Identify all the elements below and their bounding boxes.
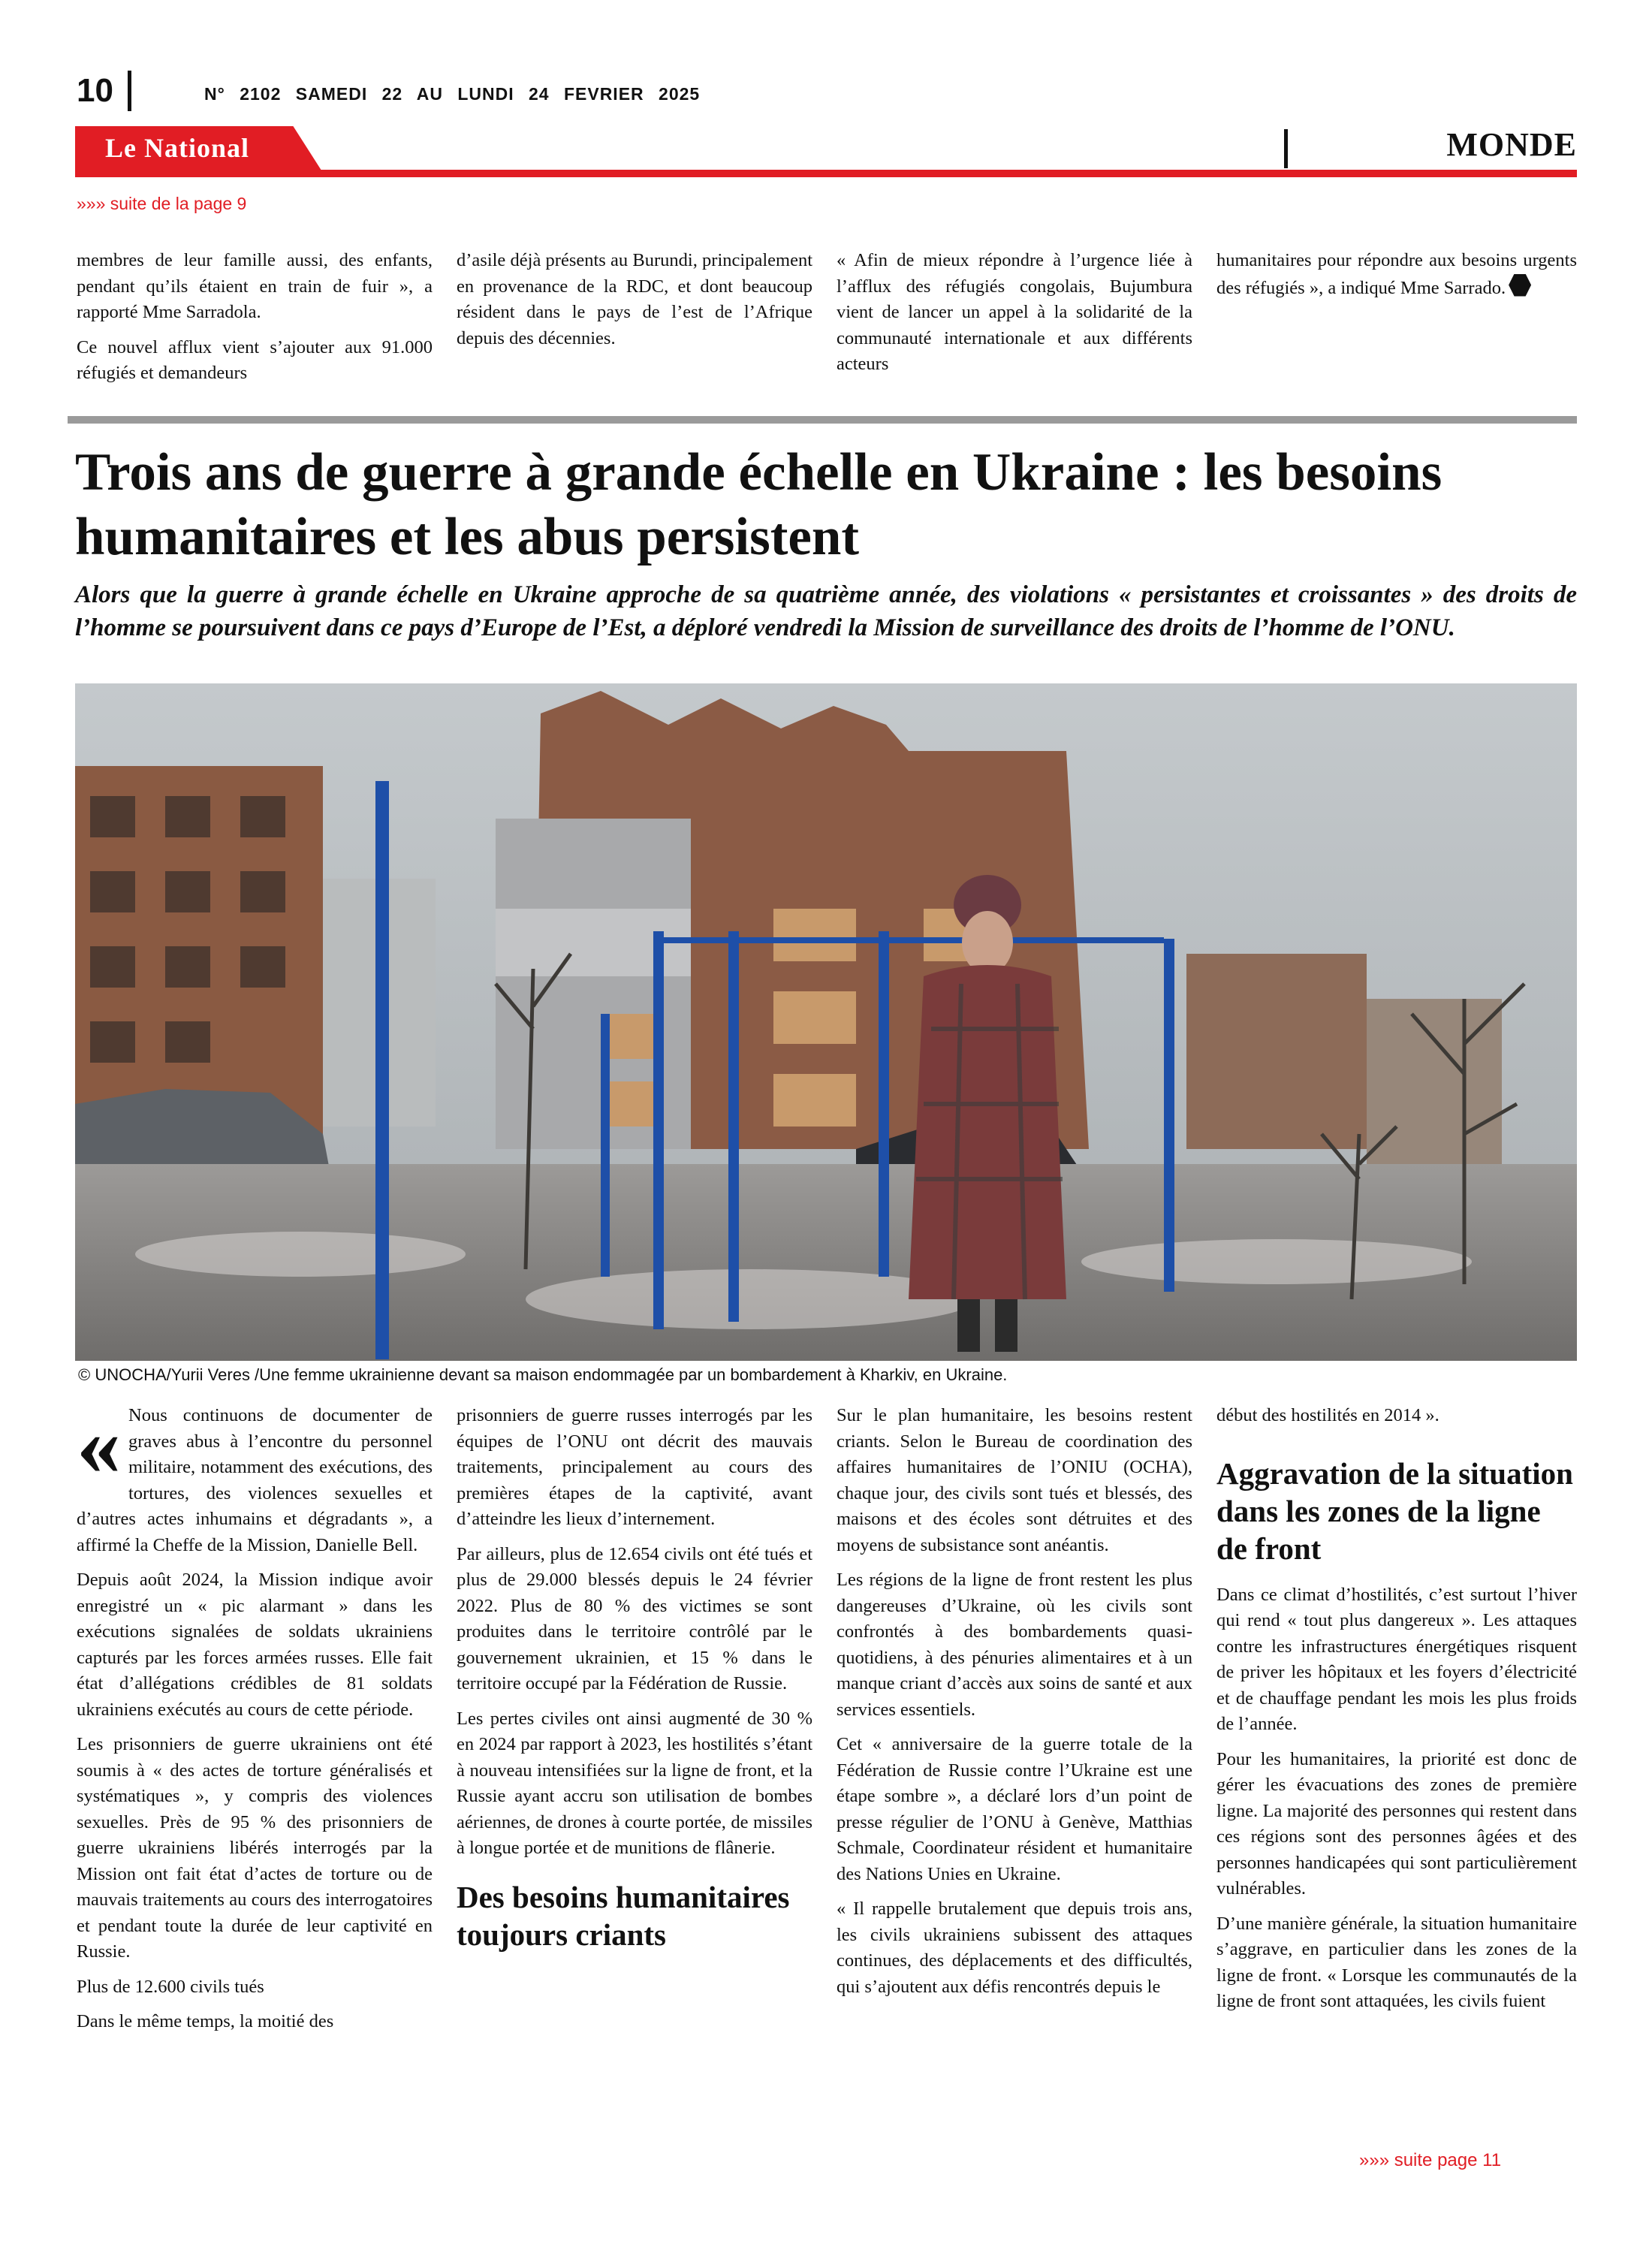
paragraph: « Afin de mieux répondre à l’urgence liée à l’afflux des réfugiés congolais, Bujumbura vient de lancer un appel à la solidarité de la communauté internationale et aux différents acteurs bbox=[837, 250, 1192, 374]
top-column-1 bbox=[77, 248, 433, 396]
article-column-2 bbox=[457, 1403, 812, 1968]
paragraph: Par ailleurs, plus de 12.654 civils ont été tués et plus de 29.000 blessés depuis le 24 février 2022. Plus de 80 % des victimes se sont produites dans le territoire contrôlé par le gouvernement ukrainien, et 15 % dans le territoire occupé par la Fédération de Russie. bbox=[457, 1543, 812, 1694]
top-column-2 bbox=[457, 248, 812, 360]
photo-caption: © UNOCHA/Yurii Veres /Une femme ukrainienne devant sa maison endommagée par un bombardement à Kharkiv, en Ukraine. bbox=[78, 1365, 1008, 1384]
paragraph: Dans le même temps, la moitié des bbox=[77, 2011, 334, 2031]
paper-name: Le National bbox=[105, 133, 250, 163]
paragraph: Depuis août 2024, la Mission indique avoir enregistré un « pic alarmant » dans les exécutions signalées de soldats ukrainiens capturés par les forces armées russes. Elle fait état d’allégations crédibles de 81 soldats ukrainiens exécutés au cours de cette période. bbox=[77, 1570, 433, 1720]
article-headline: Trois ans de guerre à grande échelle en Ukraine : les besoins humanitaires et les abus persistent bbox=[75, 443, 1442, 566]
paragraph: Les prisonniers de guerre ukrainiens ont été soumis à « des actes de torture généralisés et systématiques », y compris des violences sexuelles. Près de 95 % des prisonniers de guerre ukrainiens libérés interrogés par la Mission ont fait état d’actes de torture ou de mauvais traitements au cours des interrogatoires et pendant toute la durée de leur captivité en Russie. bbox=[77, 1734, 433, 1962]
top-column-3 bbox=[837, 248, 1192, 387]
paragraph: Dans ce climat d’hostilités, c’est surtout l’hiver qui rend « tout plus dangereux ». Les attaques contre les infrastructures énergétiques risquent de priver les hôpitaux et les foyers d’électricité et de chauffage pendant les mois les plus froids de l’année. bbox=[1216, 1584, 1577, 1734]
article-column-3 bbox=[837, 1403, 1192, 2009]
paragraph: membres de leur famille aussi, des enfants, pendant qu’ils étaient en train de fuir », a rapporté Mme Sarradola. bbox=[77, 250, 433, 322]
paragraph: Pour les humanitaires, la priorité est donc de gérer les évacuations des zones de première ligne. La majorité des personnes qui restent dans ces régions sont des personnes âgées et des personnes handicapées qui sont particulièrement vulnérables. bbox=[1216, 1748, 1577, 1899]
paragraph bbox=[1216, 248, 1577, 301]
paragraph: Les régions de la ligne de front restent les plus dangereuses d’Ukraine, où les civils sont confrontés à des bombardements quasi-quotidiens, à des pénuries alimentaires et à un manque criant d’accès aux soins de santé et aux services essentiels. bbox=[837, 1570, 1192, 1720]
paragraph: Plus de 12.600 civils tués bbox=[77, 1976, 264, 1997]
article-separator-rule bbox=[68, 416, 1577, 424]
section-divider bbox=[1284, 129, 1288, 168]
subheading-aggravation: Aggravation de la situation dans les zones de la ligne de front bbox=[1216, 1455, 1573, 1566]
paragraph: D’une manière générale, la situation humanitaire s’aggrave, en particulier dans les zones de la ligne de front. « Lorsque les communautés de la ligne de front sont attaquées, les civils fuient bbox=[1216, 1913, 1577, 2011]
page-number: 10 bbox=[77, 72, 113, 109]
continued-from-label: »»» suite de la page 9 bbox=[77, 194, 247, 213]
end-of-article-icon bbox=[1509, 274, 1531, 297]
paragraph: Cet « anniversaire de la guerre totale de la Fédération de Russie contre l’Ukraine est une étape sombre », a déclaré lors d’un point de presse régulier de l’ONU à Genève, Matthias Schmale, Coordinateur résident et humanitaire des Nations Unies en Ukraine. bbox=[837, 1734, 1192, 1884]
paragraph: Sur le plan humanitaire, les besoins restent criants. Selon le Bureau de coordination des affaires humanitaires de l’ONIU (OCHA), chaque jour, des civils sont tués et blessés, des maisons et des écoles sont détruites et des moyens de subsistance sont anéantis. bbox=[837, 1405, 1192, 1555]
top-column-4 bbox=[1216, 248, 1577, 310]
paragraph: d’asile déjà présents au Burundi, principalement en provenance de la RDC, et dont beaucoup résident dans le pays de l’est de l’Afrique depuis des décennies. bbox=[457, 250, 812, 348]
paragraph: Les pertes civiles ont ainsi augmenté de 30 % en 2024 par rapport à 2023, les hostilités s’étant à nouveau intensifiées sur la ligne de front, et la Russie ayant accru son utilisation de bombes aériennes, de drones à courte portée, de missiles à longue portée et de munitions de flânerie. bbox=[457, 1708, 812, 1858]
continued-on-label: »»» suite page 11 bbox=[1359, 2150, 1502, 2170]
subheading-besoins: Des besoins humanitaires toujours criants bbox=[457, 1879, 790, 1952]
article-photo bbox=[75, 683, 1577, 1361]
article-column-4 bbox=[1216, 1403, 1577, 2024]
header-red-rule bbox=[75, 170, 1577, 177]
paragraph: Ce nouvel afflux vient s’ajouter aux 91.000 réfugiés et demandeurs bbox=[77, 336, 433, 383]
paragraph bbox=[77, 1395, 433, 1558]
paragraph-text: Nous continuons de documenter de graves abus à l’encontre du personnel militaire, notamment des exécutions, des tortures, des violences sexuelles et d’autres actes inhumains et dégradants », a affirmé la Cheffe de la Mission, Danielle Bell. bbox=[77, 1405, 433, 1555]
section-title: MONDE bbox=[1446, 126, 1577, 163]
article-column-1 bbox=[77, 1395, 433, 2044]
page-number-divider bbox=[128, 71, 131, 111]
paragraph: prisonniers de guerre russes interrogés par les équipes de l’ONU ont décrit des mauvais traitements, principalement au cours des premières étapes de la captivité, avant d’atteindre les lieux d’internement. bbox=[457, 1405, 812, 1529]
paragraph: début des hostilités en 2014 ». bbox=[1216, 1405, 1439, 1425]
opening-quote-mark: « bbox=[77, 1395, 121, 1494]
article-lead: Alors que la guerre à grande échelle en Ukraine approche de sa quatrième année, des violations « persistantes et croissantes » des droits de l’homme se poursuivent dans ce pays d’Europe de l’Est, a déploré vendredi la Mission de surveillance des droits de l’homme de l’ONU. bbox=[75, 581, 1577, 641]
paragraph-text: humanitaires pour répondre aux besoins urgents des réfugiés », a indiqué Mme Sarrado. bbox=[1216, 250, 1577, 298]
paragraph: « Il rappelle brutalement que depuis trois ans, les civils ukrainiens subissent des attaques continues, des déplacements et des difficultés, qui s’ajoutent aux défis rencontrés depuis le bbox=[837, 1899, 1192, 1997]
issue-date-line: N° 2102 SAMEDI 22 AU LUNDI 24 FEVRIER 2025 bbox=[204, 84, 701, 104]
